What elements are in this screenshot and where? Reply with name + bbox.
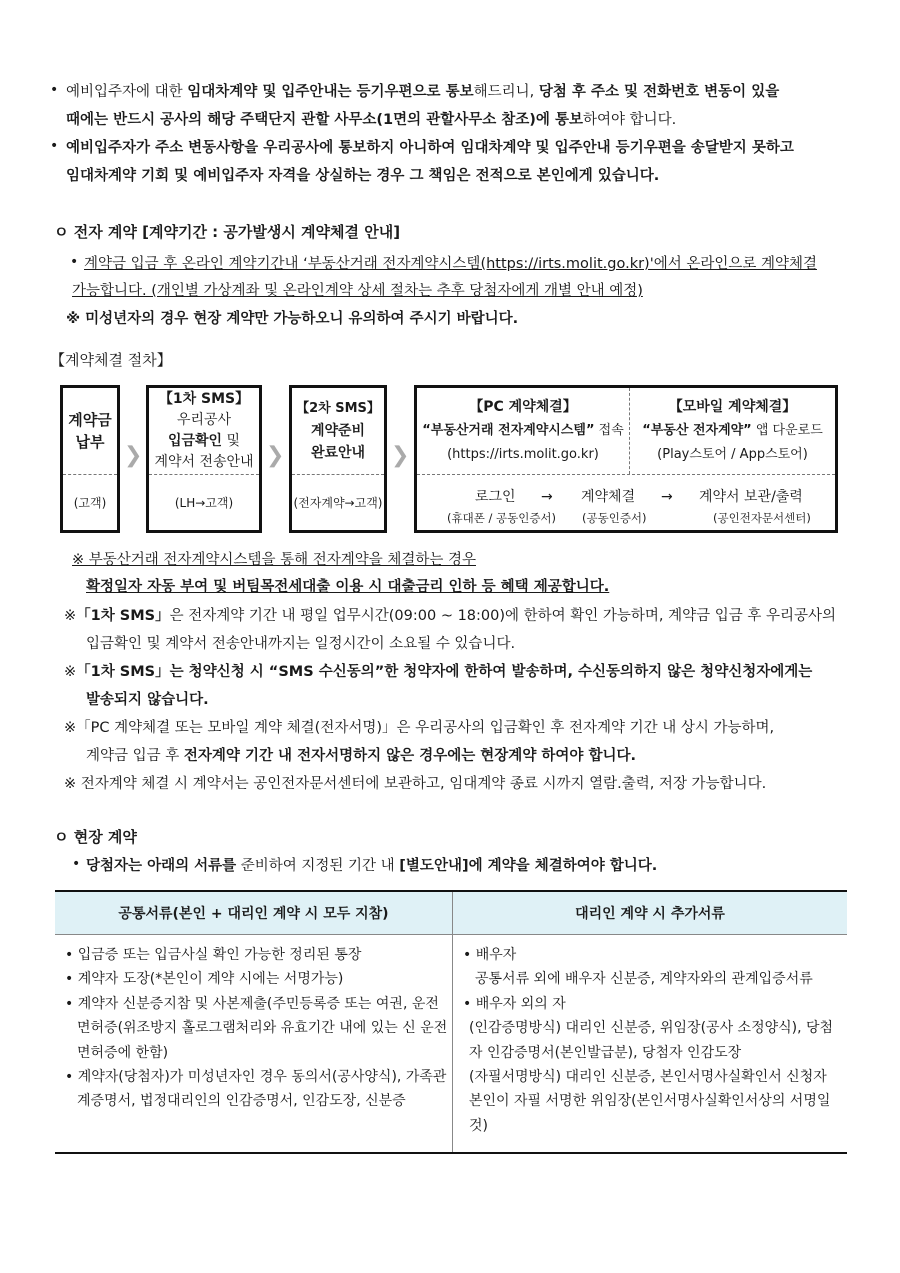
onsite-line1: 당첨자는 아래의 서류를 준비하여 지정된 기간 내 [별도안내]에 계약을 체결하여야 합니다. <box>86 858 658 874</box>
notice-p1-line1: 예비입주자에 대한 임대차계약 및 입주안내는 등기우편으로 통보해드리니, 당첨 후 주소 및 전화번호 변동이 있을 <box>66 84 780 100</box>
e-contract-line1: 계약금 입금 후 온라인 계약기간내 ‘부동산거래 전자계약시스템(https://irts.molit.go.kr)'에서 온라인으로 계약체결 <box>84 256 817 272</box>
step-login-method: (휴대폰 / 공동인증서) <box>447 511 557 525</box>
note-3-line2: 발송되지 않습니다. <box>86 692 209 708</box>
chevron-right-icon: ❯ <box>124 443 143 468</box>
table-header-agent: 대리인 계약 시 추가서류 <box>453 891 848 935</box>
arrow-right-icon: → <box>541 489 553 505</box>
note-4-line1: ※「PC 계약체결 또는 모바일 계약 체결(전자서명)」은 우리공사의 입금확인 후 전자계약 기간 내 상시 가능하며, <box>64 720 775 736</box>
step-sign-method: (공동인증서) <box>582 511 647 525</box>
documents-table <box>55 890 847 1154</box>
list-item-detail: (인감증명방식) 대리인 신분증, 위임장(공사 소정양식), 당첨자 인감증명서(본인발급분), 당첨자 인감도장 <box>469 1020 834 1061</box>
list-item: • 배우자 외의 자 <box>463 995 566 1012</box>
bullet-dot: • <box>70 254 79 270</box>
list-item-detail: (자필서명방식) 대리인 신분증, 본인서명사실확인서 신청자 본인이 자필 서명한 위임장(본인서명사실확인서상의 서명일 것) <box>469 1069 831 1134</box>
list-item-detail: 공통서류 외에 배우자 신분증, 계약자와의 관계입증서류 <box>475 971 813 988</box>
note-1-line1: ※ 부동산거래 전자계약시스템을 통해 전자계약을 체결하는 경우 <box>72 552 476 568</box>
flow-step-sms2-title: 【2차 SMS】 <box>296 401 380 416</box>
list-item: • 계약자(당첨자)가 미성년자인 경우 동의서(공사양식), 가족관계증명서, 법정대리인의 인감증명서, 인감도장, 신분증 <box>65 1069 447 1110</box>
flow-pc-contract <box>417 388 629 474</box>
flow-step-sms2 <box>289 385 387 533</box>
flow-step-deposit-title: 계약금 <box>68 411 112 429</box>
list-item: • 계약자 신분증지참 및 사본제출(주민등록증 또는 여권, 운전면허증(위조방지 홀로그램처리와 유효기간 내에 있는 신 운전면허증에 한함) <box>65 995 448 1061</box>
notice-p1-line2: 때에는 반드시 공사의 해당 주택단지 관할 사무소(1면의 관할사무소 참조)에 통보하여야 합니다. <box>66 112 677 128</box>
flow-step-sms1-actor: (LH→고객) <box>149 474 259 530</box>
list-item: • 입금증 또는 입금사실 확인 가능한 정리된 통장 <box>65 947 362 963</box>
flow-step-sign <box>414 385 838 533</box>
note-2-line1: ※「1차 SMS」은 전자계약 기간 내 평일 업무시간(09:00 ~ 18:00)에 한하여 확인 가능하며, 계약금 입금 후 우리공사의 <box>64 608 837 624</box>
bullet-dot: • <box>72 856 81 872</box>
flow-mobile-line2: “부동산 전자계약” 앱 다운로드 <box>642 423 823 438</box>
list-item: • 배우자 <box>463 947 517 963</box>
bullet-dot: • <box>50 82 59 98</box>
flow-sign-steps <box>417 474 835 530</box>
arrow-right-icon: → <box>661 489 673 505</box>
step-store: 계약서 보관/출력 <box>699 489 803 505</box>
section-title-e-contract: ㅇ 전자 계약 [계약기간 : 공가발생시 계약체결 안내] <box>54 223 401 241</box>
list-item: • 계약자 도장(*본인이 계약 시에는 서명가능) <box>65 971 344 988</box>
flow-step-deposit <box>60 385 120 533</box>
note-1-line2: 확정일자 자동 부여 및 버팀목전세대출 이용 시 대출금리 인하 등 혜택 제공합니다. <box>86 579 610 595</box>
flow-step-sms1-line3: 입금확인 및 <box>167 433 241 449</box>
flow-step-sms1 <box>146 385 262 533</box>
note-5: ※ 전자계약 체결 시 계약서는 공인전자문서센터에 보관하고, 임대계약 종료 시까지 열람.출력, 저장 가능합니다. <box>64 776 767 792</box>
step-store-method: (공인전자문서센터) <box>713 511 811 525</box>
flow-step-sms1-line2: 우리공사 <box>176 412 232 428</box>
flow-pc-title: 【PC 계약체결】 <box>469 399 577 415</box>
table-cell-agent <box>453 935 848 1154</box>
table-header-common: 공통서류(본인 + 대리인 계약 시 모두 지참) <box>55 891 453 935</box>
flow-step-sms2-line3: 완료안내 <box>310 445 366 461</box>
notice-p2-line1: 예비입주자가 주소 변동사항을 우리공사에 통보하지 아니하여 임대차계약 및 입주안내 등기우편을 송달받지 못하고 <box>66 140 794 156</box>
note-2-line2: 입금확인 및 계약서 전송안내까지는 일정시간이 소요될 수 있습니다. <box>86 636 516 652</box>
step-login: 로그인 <box>475 489 516 505</box>
flow-step-sms1-line4: 계약서 전송안내 <box>154 454 254 470</box>
notice-p2-line2: 임대차계약 기회 및 예비입주자 자격을 상실하는 경우 그 책임은 전적으로 본인에게 있습니다. <box>66 168 660 184</box>
flow-step-deposit-actor: (고객) <box>63 474 117 530</box>
chevron-right-icon: ❯ <box>266 443 285 468</box>
table-cell-common <box>55 935 453 1154</box>
note-3-line1: ※「1차 SMS」는 청약신청 시 “SMS 수신동의”한 청약자에 한하여 발송하며, 수신동의하지 않은 청약신청자에게는 <box>64 664 813 680</box>
flow-step-sms1-title: 【1차 SMS】 <box>158 391 250 407</box>
bullet-dot: • <box>50 138 59 154</box>
chevron-right-icon: ❯ <box>391 443 410 468</box>
section-title-onsite: ㅇ 현장 계약 <box>54 828 137 846</box>
flow-step-sms2-actor: (전자계약→고객) <box>292 474 384 530</box>
flow-mobile-contract <box>630 388 835 474</box>
flow-mobile-store: (Play스토어 / App스토어) <box>657 447 808 462</box>
flow-mobile-title: 【모바일 계약체결】 <box>668 399 797 415</box>
flow-heading: 【계약체결 절차】 <box>50 351 172 369</box>
minor-warning: ※ 미성년자의 경우 현장 계약만 가능하오니 유의하여 주시기 바랍니다. <box>66 311 519 327</box>
e-contract-line2: 가능합니다. (개인별 가상계좌 및 온라인계약 상세 절차는 추후 당첨자에게 개별 안내 예정) <box>72 283 643 299</box>
flow-step-deposit-title2: 납부 <box>75 433 105 451</box>
step-sign: 계약체결 <box>581 489 636 505</box>
flow-pc-line2: “부동산거래 전자계약시스템” 접속 <box>422 423 624 438</box>
note-4-line2: 계약금 입금 후 전자계약 기간 내 전자서명하지 않은 경우에는 현장계약 하여야 합니다. <box>86 748 636 764</box>
flow-step-sms2-line2: 계약준비 <box>310 423 366 439</box>
flow-pc-url: (https://irts.molit.go.kr) <box>447 447 599 462</box>
